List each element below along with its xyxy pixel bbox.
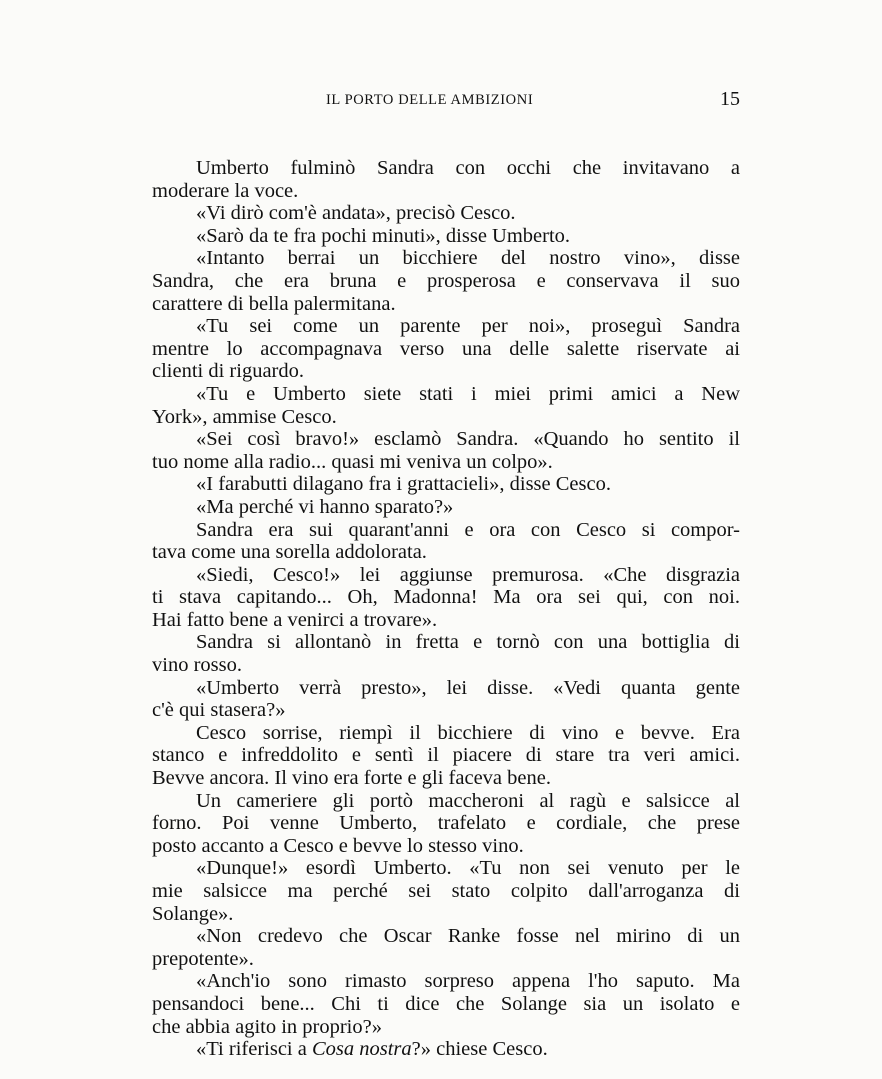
text-line: «Non credevo che Oscar Ranke fosse nel mirino di un (196, 925, 740, 948)
text-line: «Vi dirò com'è andata», precisò Cesco. (196, 202, 516, 225)
text-line: ti stava capitando... Oh, Madonna! Ma ora sei qui, con noi. (152, 586, 740, 609)
text-line: Solange». (152, 902, 234, 925)
text-line: Un cameriere gli portò maccheroni al ragù e salsicce al (196, 789, 740, 812)
text-line: clienti di riguardo. (152, 360, 304, 383)
text-line: Sandra era sui quarant'anni e ora con Cesco si compor- (196, 518, 740, 541)
text-line: «Anch'io sono rimasto sorpreso appena l'ho saputo. Ma (196, 970, 740, 993)
text-line: vino rosso. (152, 654, 242, 677)
text-line: Umberto fulminò Sandra con occhi che invitavano a (196, 157, 740, 179)
text-line: «Sei così bravo!» esclamò Sandra. «Quando ho sentito il (196, 428, 740, 451)
running-title: IL PORTO DELLE AMBIZIONI (326, 92, 534, 108)
text-line: «Tu sei come un parente per noi», proseguì Sandra (196, 315, 740, 338)
text-line: «Tu e Umberto siete stati i miei primi amici a New (196, 382, 740, 405)
text-line: «Intanto berrai un bicchiere del nostro vino», disse (196, 247, 740, 270)
text-line: posto accanto a Cesco e bevve lo stesso vino. (152, 834, 524, 857)
page-header (152, 88, 740, 112)
text-line: Sandra si allontanò in fretta e tornò con una bottiglia di (196, 631, 740, 654)
text-line: stanco e infreddolito e sentì il piacere di stare tra veri amici. (152, 744, 740, 767)
body-text (152, 157, 740, 1061)
text-segment: «Ti riferisci a (196, 1038, 312, 1061)
text-line: York», ammise Cesco. (152, 405, 337, 428)
text-line: Bevve ancora. Il vino era forte e gli faceva bene. (152, 767, 551, 790)
text-line: «I farabutti dilagano fra i grattacieli», disse Cesco. (196, 473, 611, 496)
text-line: «Dunque!» esordì Umberto. «Tu non sei venuto per le (196, 857, 740, 880)
page-number: 15 (720, 88, 740, 110)
text-line: «Siedi, Cesco!» lei aggiunse premurosa. «Che disgrazia (196, 563, 740, 586)
text-line: carattere di bella palermitana. (152, 292, 396, 315)
text-line: mie salsicce ma perché sei stato colpito dall'arroganza di (152, 880, 740, 902)
italic-title: Cosa nostra (311, 1038, 412, 1061)
text-line: pensandoci bene... Chi ti dice che Solange sia un isolato e (152, 992, 740, 1015)
text-line: tuo nome alla radio... quasi mi veniva un colpo». (152, 450, 553, 473)
text-line: Sandra, che era bruna e prosperosa e conservava il suo (152, 269, 740, 292)
text-line: mentre lo accompagnava verso una delle salette riservate ai (152, 337, 740, 360)
text-line: Cesco sorrise, riempì il bicchiere di vino e bevve. Era (196, 721, 740, 744)
text-line-last (152, 1038, 740, 1061)
text-line: Hai fatto bene a venirci a trovare». (152, 608, 438, 631)
text-line: forno. Poi venne Umberto, trafelato e cordiale, che prese (152, 812, 740, 835)
text-line: moderare la voce. (152, 179, 299, 202)
text-line: che abbia agito in proprio?» (152, 1015, 382, 1038)
text-line: «Ma perché vi hanno sparato?» (196, 495, 454, 518)
text-line: prepotente». (152, 947, 254, 970)
text-line: «Umberto verrà presto», lei disse. «Vedi quanta gente (196, 676, 740, 699)
text-line: «Sarò da te fra pochi minuti», disse Umberto. (196, 224, 571, 247)
text-line: c'è qui stasera?» (152, 699, 286, 722)
text-line: tava come una sorella addolorata. (152, 541, 427, 564)
text-segment: ?» chiese Cesco. (411, 1038, 548, 1061)
